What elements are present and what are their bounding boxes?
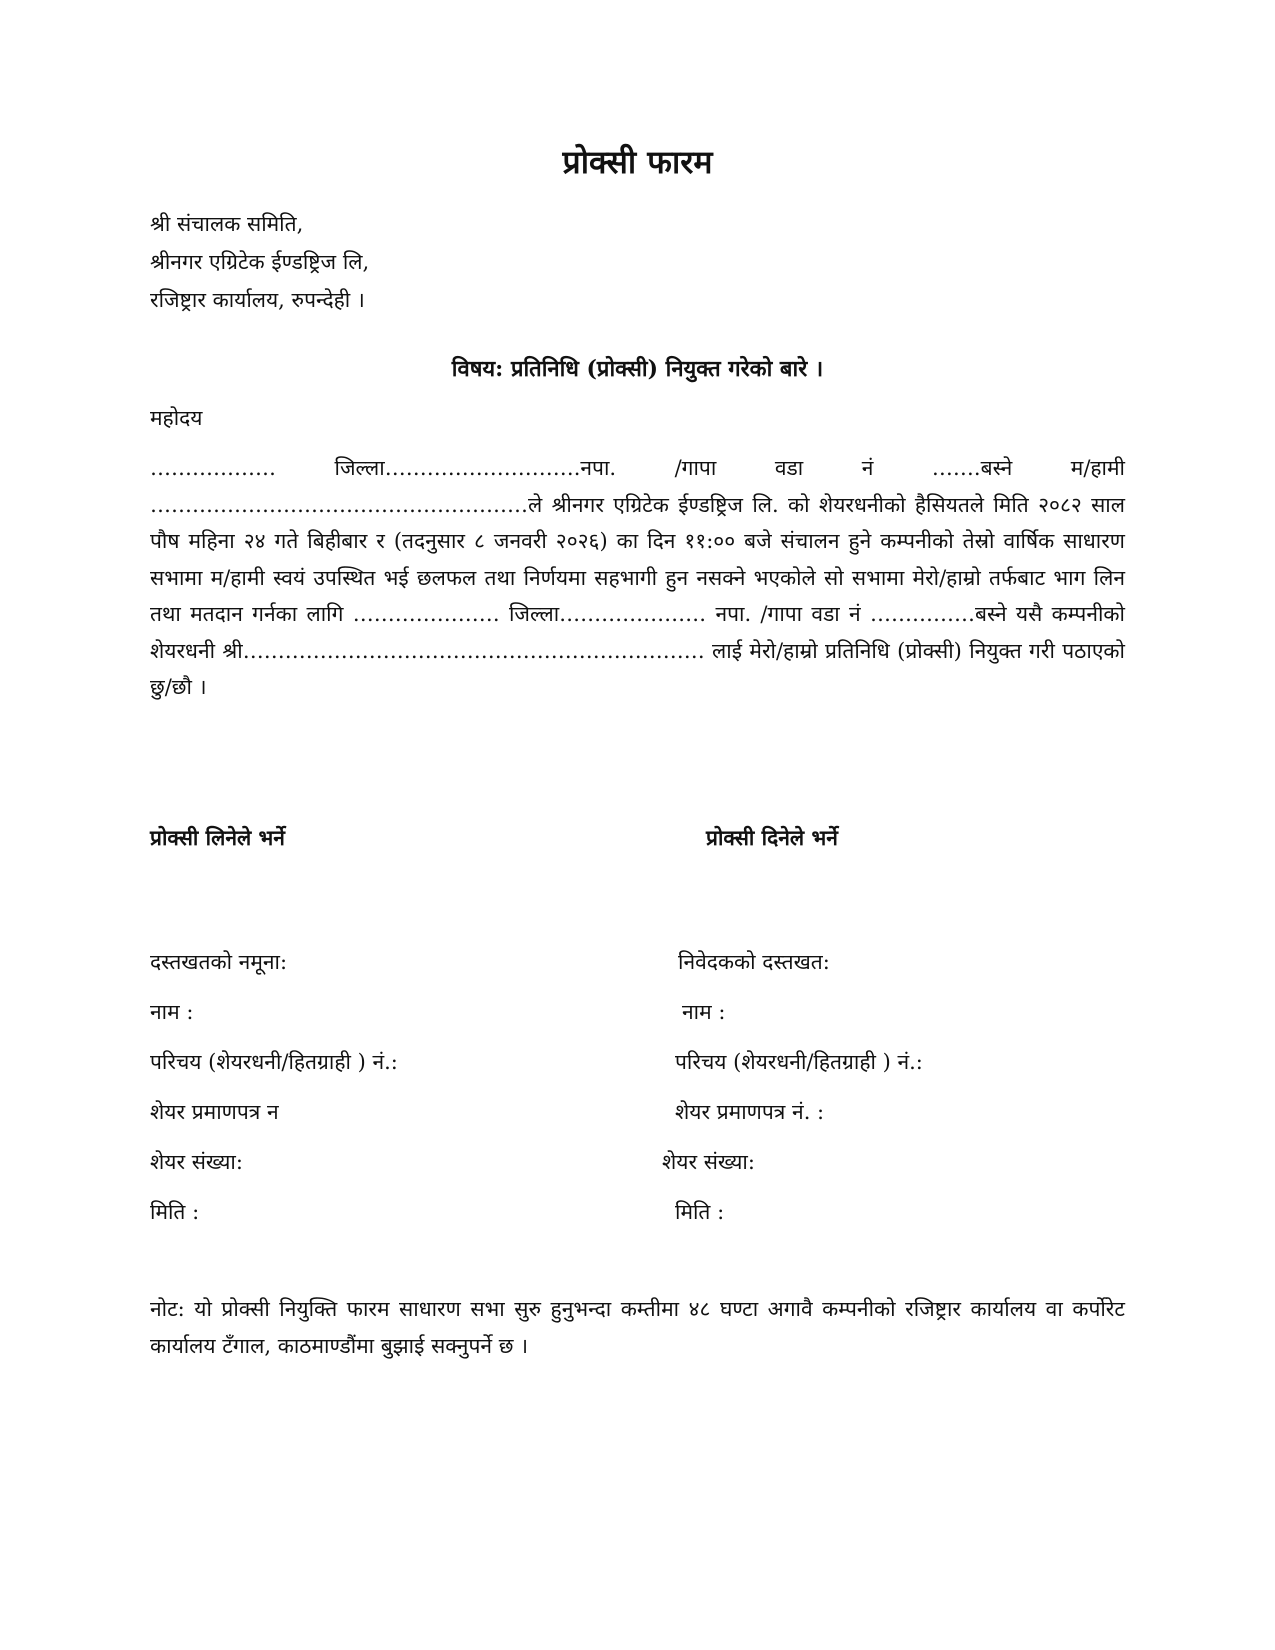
taker-signature-label: दस्तखतको नमूना: — [150, 950, 288, 974]
proxy-taker-heading: प्रोक्सी लिनेले भर्ने — [150, 825, 285, 850]
taker-name-label: नाम : — [150, 1000, 194, 1024]
address-line-2: श्रीनगर एग्रिटेक ईण्डष्ट्रिज लि, — [150, 250, 370, 274]
body-paragraph: ……………… जिल्ला……………………….नपा. /गापा वडा नं …….बस्ने म/हामी ………………………………………………ले श्रीनगर एग्रिटेक ईण्डष्ट्रिज लि. को शेयरधनीको हैसियतले मिति २०८२ साल पौष महिना २४ गते बिहीबार र (तदनुसार ८ जनवरी २०२६) का दिन ११:०० बजे संचालन हुने कम्पनीको तेस्रो वार्षिक साधारण सभामा म/हामी स्वयं उपस्थित भई छलफल तथा निर्णयमा सहभागी हुन नसक्ने भएकोले सो सभामा मेरो/हाम्रो तर्फबाट भाग लिन तथा मतदान गर्नका लागि ………………… जिल्ला………………… नपा. /गापा वडा नं ……………बस्ने यसै कम्पनीको शेयरधनी श्री………………………………………………………… लाई मेरो/हाम्रो प्रतिनिधि (प्रोक्सी) नियुक्त गरी पठाएको छु/छौ । — [150, 456, 1125, 699]
giver-name-label: नाम : — [682, 1000, 726, 1024]
giver-signature-label: निवेदकको दस्तखत: — [678, 950, 830, 974]
recipient-address — [150, 205, 369, 319]
address-line-1: श्री संचालक समिति, — [150, 212, 304, 236]
taker-certificate-label: शेयर प्रमाणपत्र न — [150, 1100, 279, 1124]
form-title: प्रोक्सी फारम — [562, 143, 713, 181]
taker-share-count-label: शेयर संख्या: — [150, 1150, 243, 1174]
salutation: महोदय — [150, 406, 203, 430]
taker-date-label: मिति : — [150, 1200, 200, 1224]
subject-line: विषय: प्रतिनिधि (प्रोक्सी) नियुक्त गरेको बारे । — [451, 356, 824, 382]
proxy-giver-heading: प्रोक्सी दिनेले भर्ने — [706, 825, 838, 850]
address-line-3: रजिष्ट्रार कार्यालय, रुपन्देही । — [150, 288, 365, 312]
giver-date-label: मिति : — [675, 1200, 725, 1224]
giver-identity-label: परिचय (शेयरधनी/हितग्राही ) नं.: — [675, 1050, 923, 1074]
giver-share-count-label: शेयर संख्या: — [662, 1150, 755, 1174]
note-paragraph: नोट: यो प्रोक्सी नियुक्ति फारम साधारण सभा सुरु हुनुभन्दा कम्तीमा ४८ घण्टा अगावै कम्पनीको रजिष्ट्रार कार्यालय वा कर्पोरेट कार्यालय टँगाल, काठमाण्डौंमा बुझाई सक्नुपर्ने छ । — [150, 1297, 1125, 1358]
giver-certificate-label: शेयर प्रमाणपत्र नं. : — [675, 1100, 825, 1124]
taker-identity-label: परिचय (शेयरधनी/हितग्राही ) नं.: — [150, 1050, 398, 1074]
